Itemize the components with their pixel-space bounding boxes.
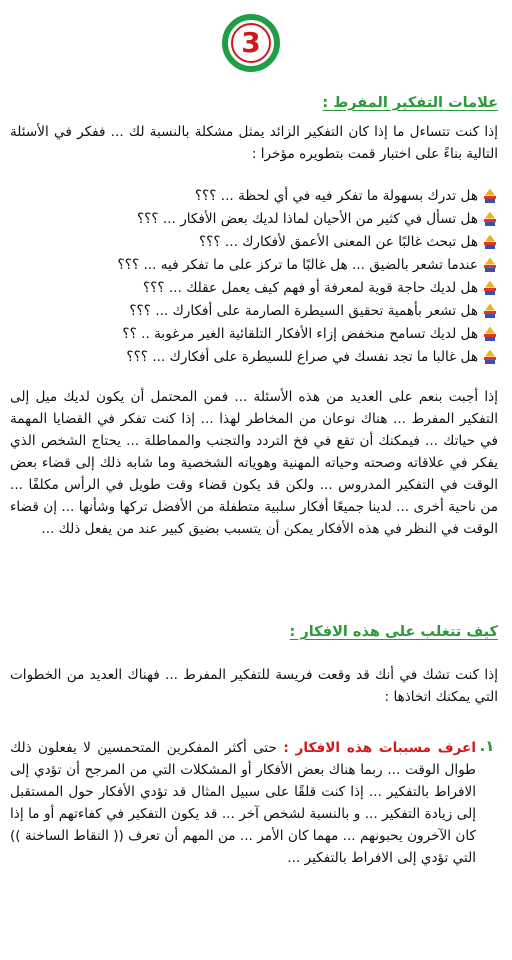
question-text: هل تشعر بأهمية تحقيق السيطرة الصارمة على أفكارك ... ؟؟؟	[129, 302, 478, 319]
step-title: اعرف مسببات هذه الافكار :	[283, 740, 477, 756]
list-item	[60, 207, 496, 230]
pencil-bullet-icon	[484, 258, 496, 272]
question-text: هل لديك تسامح منخفض إزاء الأفكار التلقائية الغير مرغوبة .. ؟؟	[122, 325, 478, 342]
question-text: هل غالبا ما تجد نفسك في صراع للسيطرة على أفكارك ... ؟؟؟	[126, 348, 478, 365]
list-item	[60, 184, 496, 207]
conclusion-paragraph: إذا أجبت بنعم على العديد من هذه الأسئلة ... فمن المحتمل أن يكون لديك ميل إلى التفكير المفرط ... هناك نوعان من المخاطر لهذا ... إذا كنت تفكر في القضايا المهمة في حياتك ... فيمكنك أن تقع في فخ التردد والتجنب والمماطلة ... يحتاج الشخص الذي يفكر في علاقاته وصحته وحياته المهنية وهوياته الشخصية وما شابه ذلك إلى قضاء بعض الوقت في التفكير المدروس ... ولكن قد يكون قضاء وقت طويل في الرأس مكلفًا ... من ناحية أخرى ... لدينا جميعًا أفكار سلبية متطفلة من الأفضل تركها وشأنها ... إن قضاء الوقت في النظر في هذه الأفكار يمكن أن يتسبب بضيق كبير عند من يفعل ذلك ...	[10, 389, 498, 537]
question-text: هل لديك حاجة قوية لمعرفة أو فهم كيف يعمل عقلك ... ؟؟؟	[142, 279, 478, 296]
step-item	[10, 737, 498, 869]
pencil-bullet-icon	[484, 327, 496, 341]
question-text: هل تبحث غالبًا عن المعنى الأعمق لأفكارك ... ؟؟؟	[198, 233, 478, 250]
section-number-badge	[0, 14, 512, 80]
list-item	[60, 345, 496, 368]
step-number: ١.	[479, 737, 495, 755]
badge-circle	[222, 14, 280, 72]
intro-paragraph: إذا كنت تتساءل ما إذا كان التفكير الزائد يمثل مشكلة بالنسبة لك ... ففكر في الأسئلة التالية بناءً على اختبار قمت بتطويره مؤخرا :	[10, 124, 498, 162]
step-text	[10, 737, 476, 869]
list-item	[60, 276, 496, 299]
overcome-intro-paragraph: إذا كنت تشك في أنك قد وقعت فريسة للتفكير المفرط ... فهناك العديد من الخطوات التي يمكنك اتخاذها :	[10, 667, 498, 705]
section-heading-overcome: كيف تتغلب على هذه الافكار :	[289, 624, 498, 640]
pencil-bullet-icon	[484, 281, 496, 295]
question-text: عندما تشعر بالضيق ... هل غالبًا ما تركز على ما تفكر فيه ... ؟؟؟	[117, 256, 478, 273]
list-item	[60, 253, 496, 276]
badge-number: 3	[231, 23, 271, 63]
pencil-bullet-icon	[484, 304, 496, 318]
list-item	[60, 322, 496, 345]
pencil-bullet-icon	[484, 189, 496, 203]
section-heading-signs: علامات التفكير المفرط :	[322, 95, 498, 111]
pencil-bullet-icon	[484, 212, 496, 226]
pencil-bullet-icon	[484, 350, 496, 364]
question-text: هل تسأل في كثير من الأحيان لماذا لديك بعض الأفكار ... ؟؟؟	[136, 210, 478, 227]
pencil-bullet-icon	[484, 235, 496, 249]
question-text: هل تدرك بسهولة ما تفكر فيه في أي لحظة ... ؟؟؟	[194, 187, 478, 204]
list-item	[60, 230, 496, 253]
list-item	[60, 299, 496, 322]
step-body: حتى أكثر المفكرين المتحمسين لا يفعلون ذلك طوال الوقت ... ربما هناك بعض الأفكار أو المشكلات التي من المرجح أن تؤدي إلى الافراط بالتفكير ... إذا كنت قلقًا على سبيل المثال قد تؤدي الأفكار حول المستقبل إلى زيادة التفكير ... و بالنسبة لشخص آخر ... قد يكون التفكير في كفاءتهم أو ما إذا كان الآخرون يحبونهم ... مهما كان الأمر ... من المهم أن تعرف (( النقاط الساخنة )) التي تؤدي إلى الافراط بالتفكير ...	[10, 740, 476, 866]
questions-list	[60, 184, 496, 368]
